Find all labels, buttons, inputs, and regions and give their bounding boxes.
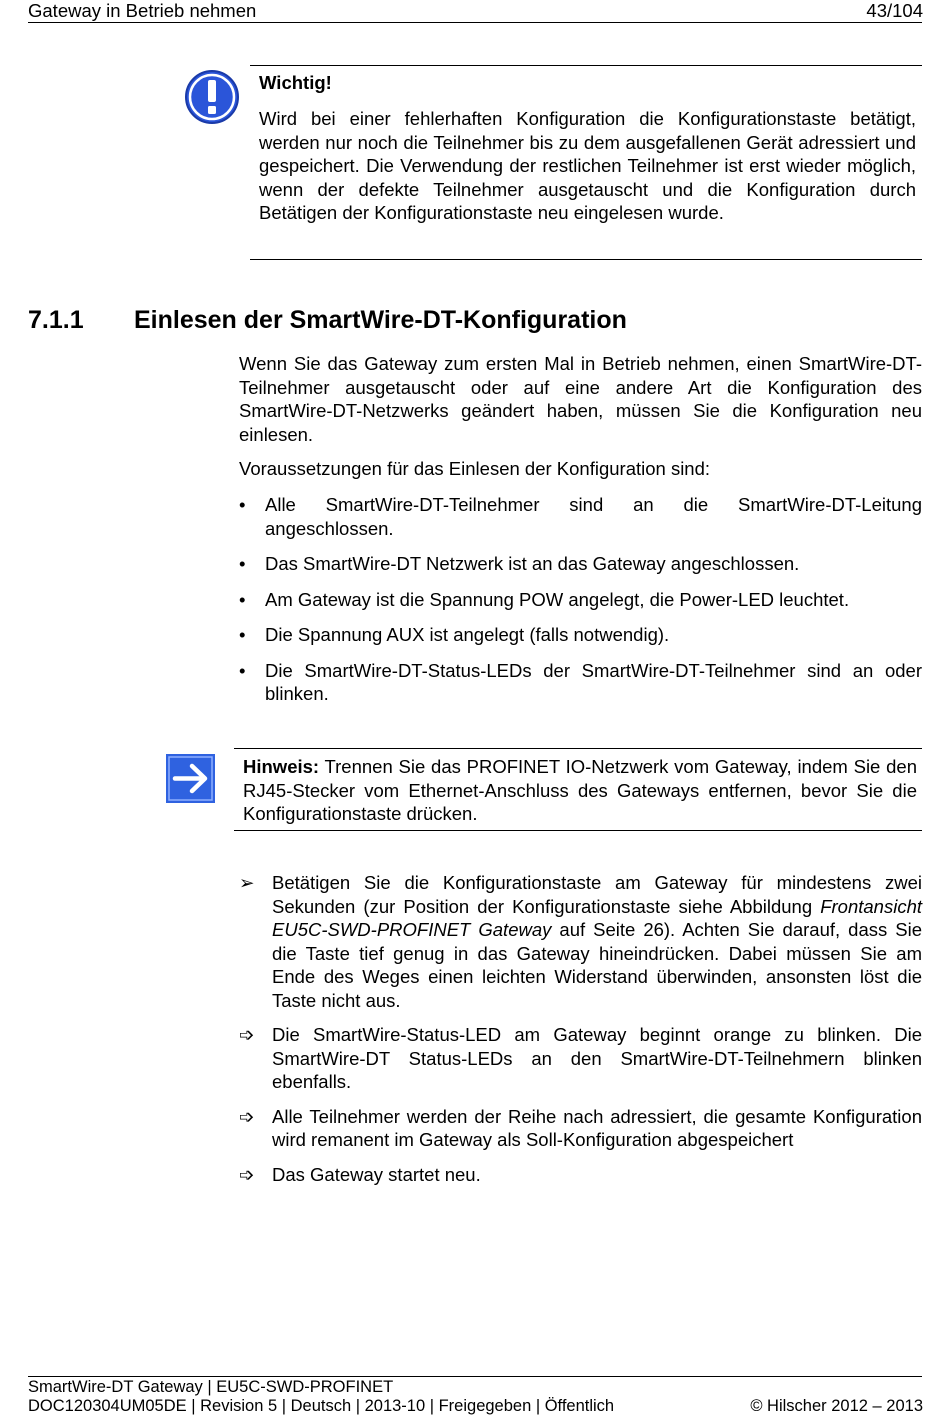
- result-step: ➩ Alle Teilnehmer werden der Reihe nach adressiert, die gesamte Konfiguration wird remanent im Gateway als Soll-Konfiguration abgespeichert: [239, 1105, 922, 1150]
- note-top-divider: [234, 748, 922, 749]
- result-arrow-icon: ➩: [239, 1105, 255, 1127]
- list-item: • Die SmartWire-DT-Status-LEDs der SmartWire-DT-Teilnehmer sind an oder blinken.: [239, 659, 922, 704]
- bullet-icon: •: [239, 659, 246, 681]
- bullet-icon: •: [239, 553, 246, 574]
- result-step: ➩ Das Gateway startet neu.: [239, 1163, 481, 1185]
- list-item: • Das SmartWire-DT Netzwerk ist an das Gateway angeschlossen.: [239, 553, 800, 574]
- result-arrow-icon: ➩: [239, 1024, 255, 1045]
- footer-document-info: DOC120304UM05DE | Revision 5 | Deutsch | 2013-10 | Freigegeben | Öffentlich: [28, 1397, 615, 1415]
- requirements-intro: Voraussetzungen für das Einlesen der Konfiguration sind:: [239, 458, 711, 479]
- list-item: • Die Spannung AUX ist angelegt (falls notwendig).: [239, 624, 670, 645]
- instruction-steps: [239, 871, 922, 1197]
- note-text: Hinweis: Trennen Sie das PROFINET IO-Netzwerk vom Gateway, indem Sie den RJ45-Stecker vom Ethernet-Anschluss des Gateways entfernen, bevor Sie die Konfigurationstaste drücken.: [243, 756, 917, 824]
- section-intro: Wenn Sie das Gateway zum ersten Mal in Betrieb nehmen, einen SmartWire-DT-Teilnehmer ausgetauscht oder auf eine andere Art die Konfiguration des SmartWire-DT-Netzwerks geändert haben, müssen Sie die Konfiguration neu einlesen.: [239, 353, 922, 445]
- action-arrow-icon: ➢: [239, 872, 255, 893]
- header-divider: [28, 22, 922, 23]
- footer-product: SmartWire-DT Gateway | EU5C-SWD-PROFINET: [28, 1378, 394, 1396]
- result-arrow-icon: ➩: [239, 1163, 255, 1185]
- important-top-divider: [250, 65, 922, 66]
- bullet-icon: •: [239, 624, 246, 645]
- requirements-list: [239, 493, 922, 718]
- section-number: 7.1.1: [28, 306, 84, 334]
- important-title: Wichtig!: [259, 72, 332, 93]
- footer-divider: [28, 1376, 922, 1377]
- list-item: • Am Gateway ist die Spannung POW angelegt, die Power-LED leuchtet.: [239, 588, 850, 610]
- bullet-icon: •: [239, 588, 246, 610]
- figure-reference: Frontansicht EU5C-SWD-PROFINET Gateway: [272, 895, 922, 940]
- exclamation-icon: [184, 69, 240, 125]
- important-text: Wird bei einer fehlerhaften Konfiguration die Konfigurationstaste betätigt, werden nur noch die Teilnehmer bis zu dem ausgefallenen Gerät adressiert und gespeichert. Die Verwendung der restlichen Teilnehmer ist erst wieder möglich, wenn der defekte Teilnehmer ausgetauscht und die Konfiguration durch Betätigen der Konfigurationstaste neu eingelesen wurde.: [259, 108, 916, 223]
- important-bottom-divider: [250, 259, 922, 260]
- arrow-right-icon: [166, 754, 215, 803]
- note-bottom-divider: [234, 830, 922, 831]
- result-step: ➩ Die SmartWire-Status-LED am Gateway beginnt orange zu blinken. Die SmartWire-DT Status-LEDs an den SmartWire-DT-Teilnehmern blinken ebenfalls.: [239, 1024, 922, 1092]
- bullet-icon: •: [239, 494, 246, 515]
- page-number: 43/104: [866, 0, 923, 21]
- action-step: ➢ Betätigen Sie die Konfigurationstaste am Gateway für mindestens zwei Sekunden (zur Position der Konfigurationstaste siehe Abbildung Frontansicht EU5C-SWD-PROFINET Gateway auf Seite 26). Achten Sie darauf, dass Sie die Taste tief genug in das Gateway hineindrücken. Dabei müssen Sie am Ende des Weges einen leichten Widerstand überwinden, ansonsten löst die Taste nicht aus.: [239, 872, 922, 1011]
- note-label: Hinweis:: [243, 756, 320, 777]
- list-item: • Alle SmartWire-DT-Teilnehmer sind an die SmartWire-DT-Leitung angeschlossen.: [239, 494, 922, 539]
- section-title: Einlesen der SmartWire-DT-Konfiguration: [134, 306, 627, 334]
- footer-copyright: © Hilscher 2012 – 2013: [750, 1397, 923, 1415]
- page-header-title: Gateway in Betrieb nehmen: [28, 0, 257, 21]
